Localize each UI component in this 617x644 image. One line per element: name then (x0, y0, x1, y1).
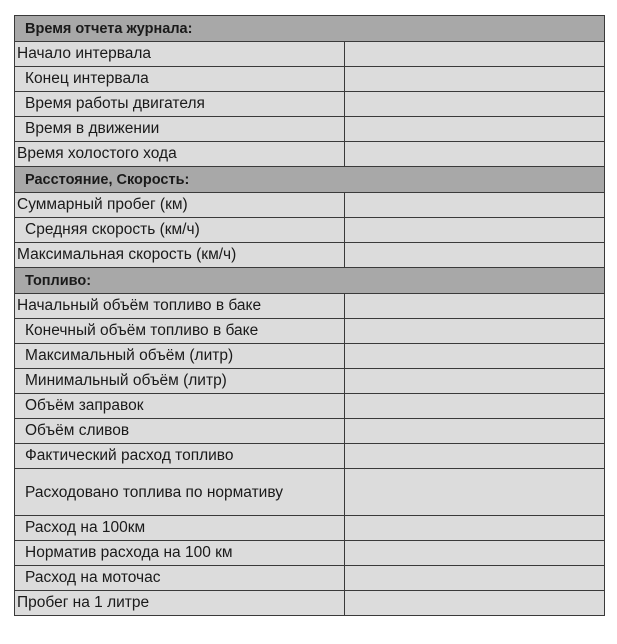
row-value (345, 42, 605, 67)
table-row (15, 394, 605, 419)
section-title: Расстояние, Скорость: (15, 167, 605, 193)
table-row (15, 566, 605, 591)
section-title: Топливо: (15, 268, 605, 294)
row-label: Расход на моточас (15, 566, 345, 591)
table-row (15, 117, 605, 142)
row-value (345, 369, 605, 394)
section-header-report-time (15, 16, 605, 42)
row-label: Максимальный объём (литр) (15, 344, 345, 369)
row-label: Максимальная скорость (км/ч) (15, 243, 345, 268)
section-title: Время отчета журнала: (15, 16, 605, 42)
row-value (345, 67, 605, 92)
row-label: Расходовано топлива по нормативу (15, 469, 345, 516)
row-label: Начало интервала (15, 42, 345, 67)
row-value (345, 319, 605, 344)
table-row (15, 344, 605, 369)
row-value (345, 142, 605, 167)
row-value (345, 394, 605, 419)
table-row (15, 294, 605, 319)
row-value (345, 294, 605, 319)
table-row (15, 541, 605, 566)
row-value (345, 541, 605, 566)
table-row (15, 193, 605, 218)
row-value (345, 419, 605, 444)
table-row (15, 419, 605, 444)
table-row (15, 142, 605, 167)
table-row (15, 67, 605, 92)
row-value (345, 117, 605, 142)
row-value (345, 444, 605, 469)
section-header-distance-speed (15, 167, 605, 193)
row-value (345, 516, 605, 541)
row-label: Объём сливов (15, 419, 345, 444)
row-value (345, 218, 605, 243)
row-label: Расход на 100км (15, 516, 345, 541)
row-value (345, 469, 605, 516)
table-row (15, 218, 605, 243)
table-row (15, 516, 605, 541)
row-label: Средняя скорость (км/ч) (15, 218, 345, 243)
row-value (345, 243, 605, 268)
row-value (345, 193, 605, 218)
row-value (345, 92, 605, 117)
table-row (15, 243, 605, 268)
row-label: Конец интервала (15, 67, 345, 92)
row-label: Норматив расхода на 100 км (15, 541, 345, 566)
table-row (15, 591, 605, 616)
row-label: Суммарный пробег (км) (15, 193, 345, 218)
row-label: Фактический расход топливо (15, 444, 345, 469)
row-label: Время работы двигателя (15, 92, 345, 117)
row-value (345, 566, 605, 591)
row-label: Время в движении (15, 117, 345, 142)
row-label: Минимальный объём (литр) (15, 369, 345, 394)
table-row (15, 369, 605, 394)
table-row (15, 319, 605, 344)
row-value (345, 344, 605, 369)
row-label: Начальный объём топливо в баке (15, 294, 345, 319)
table-row (15, 444, 605, 469)
row-value (345, 591, 605, 616)
table-row (15, 42, 605, 67)
fleet-report-table (14, 15, 605, 616)
table-row (15, 469, 605, 516)
table-row (15, 92, 605, 117)
row-label: Пробег на 1 литре (15, 591, 345, 616)
row-label: Время холостого хода (15, 142, 345, 167)
row-label: Конечный объём топливо в баке (15, 319, 345, 344)
row-label: Объём заправок (15, 394, 345, 419)
section-header-fuel (15, 268, 605, 294)
